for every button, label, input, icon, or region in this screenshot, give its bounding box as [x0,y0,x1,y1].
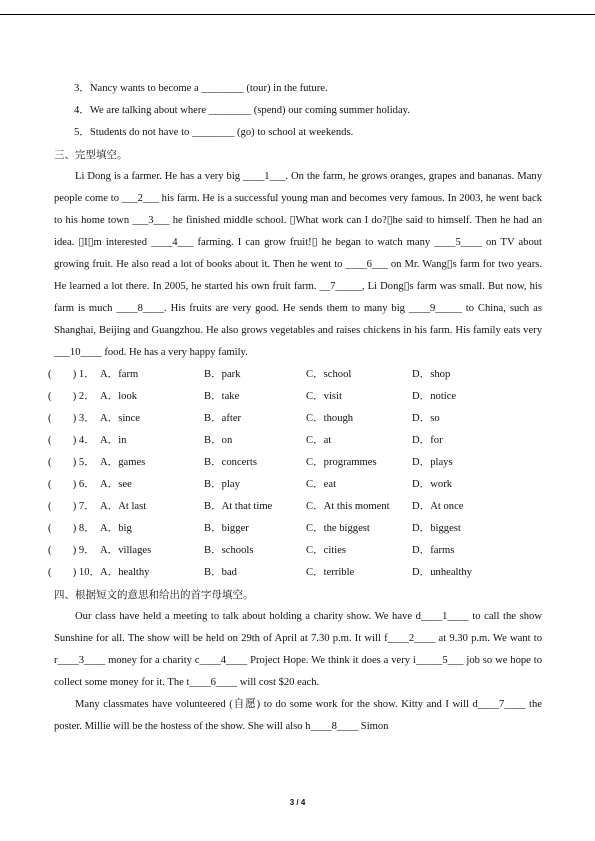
option-c: C．school [306,369,352,380]
option-b: B．schools [204,545,254,556]
option-a: A．At last [100,501,147,512]
question-number: ( ) 10． [48,567,101,578]
option-c: C．at [306,435,332,446]
cloze-question-row [48,364,542,386]
option-a: A．healthy [100,567,150,578]
fill-item: 4．We are talking about where ________ (spend) our coming summer holiday. [74,105,410,116]
option-a: A．villages [100,545,152,556]
option-c: C．cities [306,545,347,556]
cloze-question-row [48,386,542,408]
option-d: D．plays [412,457,453,468]
cloze-question-row [48,452,542,474]
header-rule [0,14,595,15]
option-a: A．see [100,479,132,490]
option-b: B．park [204,369,241,380]
option-b: B．after [204,413,242,424]
option-a: A．since [100,413,141,424]
option-b: B．concerts [204,457,257,468]
option-c: C．At this moment [306,501,390,512]
question-number: ( ) 8． [48,523,95,534]
option-b: B．bad [204,567,237,578]
initial-letter-paragraph-2: Many classmates have volunteered (自愿) to do some work for the show. Kitty and I will d____7____ the poster. Millie will be the hostess of the show. She will also h____8____ Simon [54,699,542,732]
option-b: B．take [204,391,240,402]
option-d: D．notice [412,391,457,402]
page-number: 3 / 4 [289,798,306,807]
option-c: C．terrible [306,567,355,578]
option-c: C．though [306,413,354,424]
option-c: C．the biggest [306,523,370,534]
option-a: A．farm [100,369,139,380]
question-number: ( ) 7． [48,501,95,512]
option-d: D．biggest [412,523,461,534]
section-heading-initial-letters: 四、根据短文的意思和给出的首字母填空。 [54,589,254,601]
option-d: D．unhealthy [412,567,473,578]
option-c: C．visit [306,391,342,402]
question-number: ( ) 5． [48,457,95,468]
fill-item: 5．Students do not have to ________ (go) to school at weekends. [74,127,354,138]
cloze-questions [48,364,542,584]
cloze-question-row [48,562,542,584]
cloze-question-row [48,408,542,430]
question-number: ( ) 2． [48,391,95,402]
option-b: B．bigger [204,523,249,534]
option-d: D．farms [412,545,455,556]
question-number: ( ) 9． [48,545,95,556]
option-d: D．for [412,435,443,446]
question-number: ( ) 1． [48,369,95,380]
option-a: A．in [100,435,127,446]
section-heading-cloze: 三、完型填空。 [54,149,128,161]
fill-item: 3．Nancy wants to become a ________ (tour) in the future. [74,83,328,94]
option-a: A．big [100,523,132,534]
question-number: ( ) 4． [48,435,95,446]
question-number: ( ) 3． [48,413,95,424]
initial-letter-paragraph-1: Our class have held a meeting to talk about holding a charity show. We have d____1____ to call the show Sunshine for all. The show will be held on 29th of April at 7.30 p.m. It will f____2____ at 9.30 p.m. We want to r____3____ money for a charity c____4____ Project Hope. We think it does a very i_____5___ job so we hope to collect some money for it. The t____6____ will cost $20 each. [54,611,542,688]
cloze-question-row [48,496,542,518]
cloze-question-row [48,518,542,540]
document-page [48,78,542,738]
option-b: B．on [204,435,233,446]
option-d: D．shop [412,369,451,380]
option-b: B．At that time [204,501,273,512]
option-b: B．play [204,479,240,490]
option-d: D．so [412,413,440,424]
option-c: C．programmes [306,457,377,468]
cloze-passage: Li Dong is a farmer. He has a very big ____1___. On the farm, he grows oranges, grapes and bananas. Many people come to ___2___ his farm. He is a successful young man and becomes very famous. In 2003, he went back to his home town ___3___ he finished middle school. ▯What work can I do?▯he said to himself. Then he had an idea. ▯I▯m interested ____4___ farming. I can grow fruit!▯ he began to watch many ____5____ on TV about growing fruit. He also read a lot of books about it. Then he went to ____6___ on Mr. Wang▯s farm for two years. He learned a lot there. In 2005, he started his own fruit farm. __7_____, Li Dong▯s farm was small. But now, his farm is much ____8____. His fruits are very good. He sends them to many big ____9_____ to China, such as Shanghai, Beijing and Guangzhou. He also grows vegetables and raises chickens in his farm. His family eats very ___10____ food. He has a very happy family. [54,171,542,358]
option-d: D．At once [412,501,464,512]
option-c: C．eat [306,479,337,490]
cloze-question-row [48,430,542,452]
cloze-question-row [48,474,542,496]
cloze-question-row [48,540,542,562]
question-number: ( ) 6． [48,479,95,490]
option-d: D．work [412,479,453,490]
option-a: A．look [100,391,138,402]
option-a: A．games [100,457,146,468]
